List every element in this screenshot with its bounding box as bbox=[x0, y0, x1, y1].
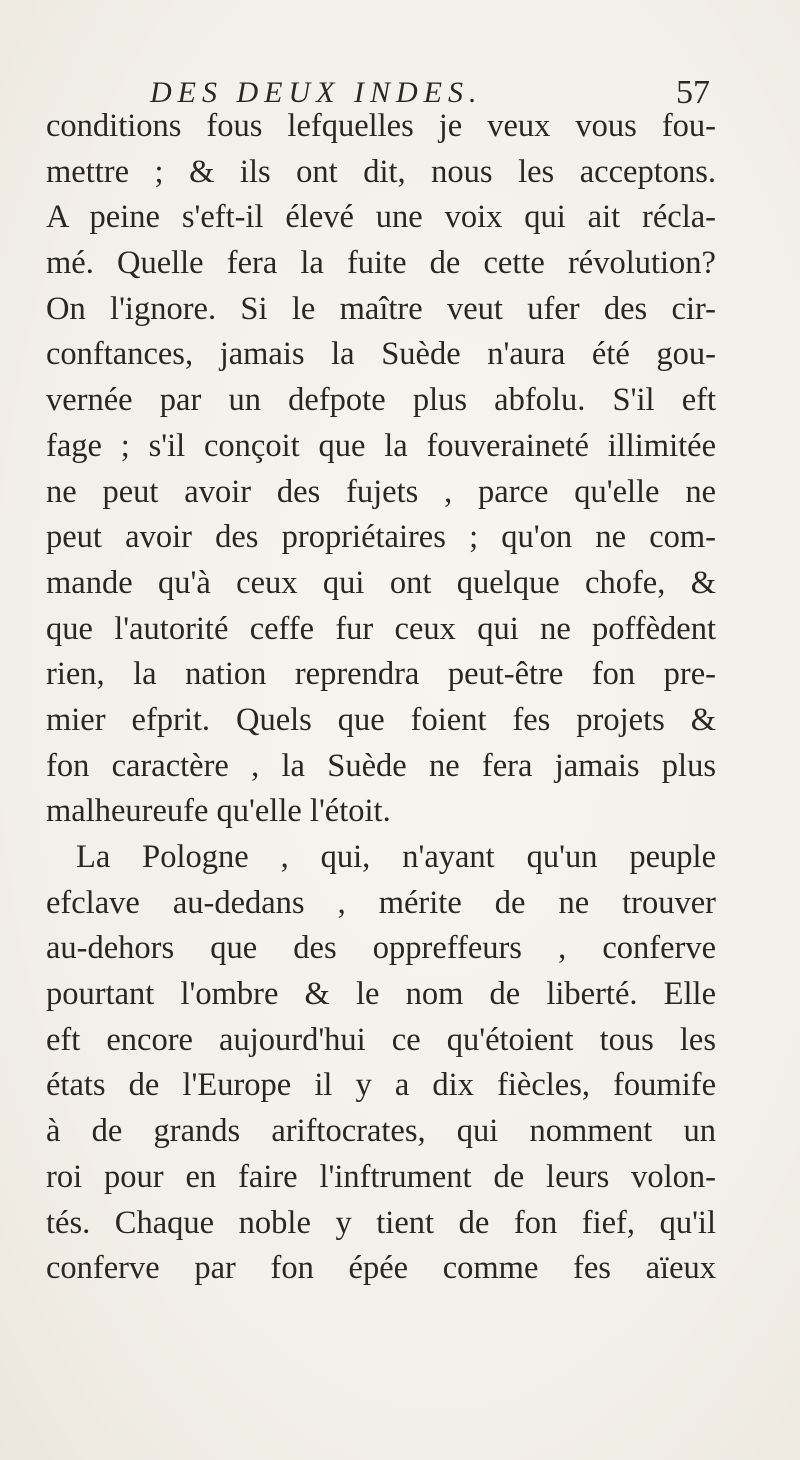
text-line: rien, la nation reprendra peut-être fon pre- bbox=[46, 656, 716, 693]
text-line: au-dehors que des oppreffeurs , conferve bbox=[46, 930, 716, 967]
text-line: ne peut avoir des fujets , parce qu'elle ne bbox=[46, 473, 716, 510]
text-line: eft encore aujourd'hui ce qu'étoient tous les bbox=[46, 1021, 716, 1058]
text-line: tés. Chaque noble y tient de fon fief, qu'il bbox=[46, 1204, 716, 1241]
text-line: états de l'Europe il y a dix fiècles, foumife bbox=[46, 1067, 716, 1104]
text-line: A peine s'eft-il élevé une voix qui ait récla- bbox=[46, 199, 716, 236]
text-line: mettre ; & ils ont dit, nous les acceptons. bbox=[46, 153, 716, 190]
body-text bbox=[46, 104, 716, 1292]
text-line: mé. Quelle fera la fuite de cette révolution? bbox=[46, 245, 716, 282]
text-line: conftances, jamais la Suède n'aura été gou- bbox=[46, 336, 716, 373]
running-title: DES DEUX INDES. bbox=[150, 76, 483, 109]
text-line: conferve par fon épée comme fes aïeux bbox=[46, 1250, 716, 1287]
text-line: On l'ignore. Si le maître veut ufer des cir- bbox=[46, 290, 716, 327]
text-line: fon caractère , la Suède ne fera jamais plus bbox=[46, 747, 716, 784]
text-line: mande qu'à ceux qui ont quelque chofe, & bbox=[46, 564, 716, 601]
text-line: La Pologne , qui, n'ayant qu'un peuple bbox=[76, 839, 716, 875]
text-line: vernée par un defpote plus abfolu. S'il eft bbox=[46, 382, 716, 419]
text-line: pourtant l'ombre & le nom de liberté. Elle bbox=[46, 976, 716, 1013]
text-line: fage ; s'il conçoit que la fouveraineté illimitée bbox=[46, 427, 716, 464]
page-number: 57 bbox=[676, 74, 710, 111]
text-line: que l'autorité ceffe fur ceux qui ne poffèdent bbox=[46, 610, 716, 647]
text-line: peut avoir des propriétaires ; qu'on ne com- bbox=[46, 519, 716, 556]
text-line: malheureufe qu'elle l'étoit. bbox=[46, 793, 391, 830]
text-line: à de grands ariftocrates, qui nomment un bbox=[46, 1113, 716, 1150]
text-line: conditions fous lefquelles je veux vous fou- bbox=[46, 108, 716, 144]
text-line: mier efprit. Quels que foient fes projets & bbox=[46, 701, 716, 738]
text-line: efclave au-dedans , mérite de ne trouver bbox=[46, 884, 716, 921]
text-line: roi pour en faire l'inftrument de leurs volon- bbox=[46, 1158, 716, 1195]
